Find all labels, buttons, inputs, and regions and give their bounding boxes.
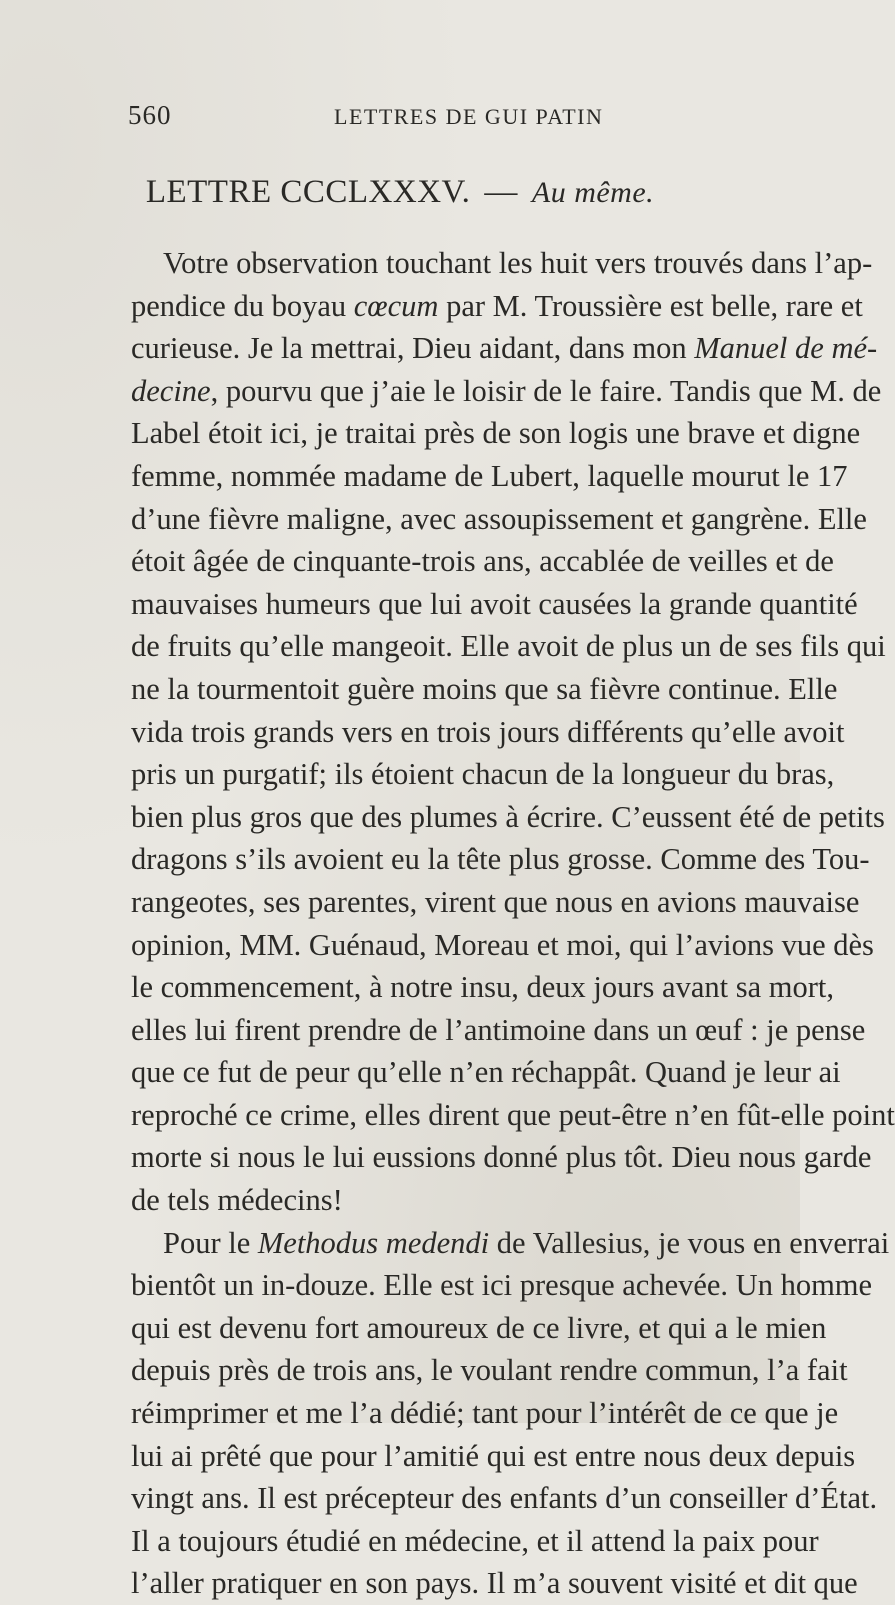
text-line [131, 1477, 878, 1520]
text-segment: pris un purgatif; ils étoient chacun de la longueur du bras, [131, 757, 835, 792]
text-segment: opinion, MM. Guénaud, Moreau et moi, qui l’avions vue dès [131, 927, 874, 962]
text-segment: réimprimer et me l’a dédié; tant pour l’intérêt de ce que je [131, 1396, 839, 1431]
text-line [131, 455, 848, 498]
text-segment: morte si nous le lui eussions donné plus tôt. Dieu nous garde [131, 1140, 872, 1175]
text-line [131, 242, 873, 285]
text-line [131, 285, 863, 328]
letter-body [131, 242, 895, 1605]
text-segment: de Vallesius, je vous en enverrai [489, 1225, 890, 1260]
paragraph [131, 1222, 890, 1605]
text-segment: rangeotes, ses parentes, virent que nous en avions mauvaise [131, 884, 860, 919]
text-segment: Pour le [163, 1225, 258, 1260]
text-segment: l’aller pratiquer en son pays. Il m’a souvent visité et dit que [131, 1566, 858, 1601]
text-segment: de fruits qu’elle mangeoit. Elle avoit de plus un de ses fils qui [131, 629, 886, 664]
italic-text: Manuel de mé- [694, 331, 878, 366]
text-line [131, 498, 867, 541]
text-line [131, 838, 870, 881]
text-segment: vida trois grands vers en trois jours différents qu’elle avoit [131, 714, 845, 749]
text-segment: d’une fièvre maligne, avec assoupissement et gangrène. Elle [131, 501, 867, 536]
text-segment: Il a toujours étudié en médecine, et il attend la paix pour [131, 1523, 819, 1558]
text-segment: qui est devenu fort amoureux de ce livre, et qui a le mien [131, 1310, 827, 1345]
text-segment: bien plus gros que des plumes à écrire. C’eussent été de petits [131, 799, 885, 834]
page-number: 560 [128, 100, 172, 130]
text-segment: depuis près de trois ans, le voulant rendre commun, l’a fait [131, 1353, 848, 1388]
text-line [131, 1222, 890, 1265]
text-segment: de tels médecins! [131, 1183, 343, 1218]
text-line [131, 1307, 827, 1350]
text-line [131, 412, 861, 455]
text-segment: pendice du boyau [131, 288, 354, 323]
text-segment: Votre observation touchant les huit vers trouvés dans l’ap- [163, 246, 873, 280]
text-line [131, 881, 860, 924]
paragraph [131, 242, 895, 1222]
text-segment: femme, nommée madame de Lubert, laquelle mourut le 17 [131, 458, 848, 493]
text-line [131, 1562, 858, 1605]
text-segment: étoit âgée de cinquante-trois ans, accablée de veilles et de [131, 544, 834, 579]
text-line [131, 1051, 841, 1094]
text-segment: mauvaises humeurs que lui avoit causées la grande quantité [131, 586, 858, 621]
text-segment: bientôt un in-douze. Elle est ici presque achevée. Un homme [131, 1268, 873, 1303]
text-line [131, 924, 874, 967]
text-line [131, 796, 885, 839]
text-line [131, 540, 834, 583]
letter-title: LETTRE CCCLXXXV. [145, 174, 471, 210]
text-line [131, 1520, 819, 1563]
italic-text: Methodus medendi [257, 1225, 490, 1260]
text-segment: ne la tourmentoit guère moins que sa fièvre continue. Elle [131, 671, 838, 706]
text-line [131, 1179, 771, 1222]
text-segment: dragons s’ils avoient eu la tête plus grosse. Comme des Tou- [131, 842, 870, 877]
text-segment: Label étoit ici, je traitai près de son logis une brave et digne [131, 416, 861, 451]
text-line [131, 1435, 856, 1478]
text-line [131, 1094, 895, 1137]
text-line [131, 1136, 872, 1179]
italic-text: decine [131, 373, 211, 408]
running-head [0, 100, 800, 140]
text-segment: curieuse. Je la mettrai, Dieu aidant, dans mon [131, 331, 695, 366]
text-line [131, 583, 858, 626]
text-line [131, 1349, 848, 1392]
text-segment: que ce fut de peur qu’elle n’en réchappât. Quand je leur ai [131, 1055, 841, 1090]
text-line [131, 668, 838, 711]
text-segment: par M. Troussière est belle, rare et [438, 288, 863, 323]
running-title: LETTRES DE GUI PATIN [334, 104, 604, 129]
text-line [131, 370, 882, 413]
heading-dash: — [484, 174, 518, 210]
text-line [131, 1009, 866, 1052]
text-line [131, 327, 878, 370]
letter-recipient: Au même. [531, 176, 655, 209]
letter-heading [0, 174, 800, 211]
text-segment: le commencement, à notre insu, deux jours avant sa mort, [131, 970, 834, 1005]
text-line [131, 1392, 839, 1435]
italic-text: cœcum [353, 288, 439, 323]
text-line [131, 711, 845, 754]
text-segment: elles lui firent prendre de l’antimoine dans un œuf : je pense [131, 1012, 866, 1047]
text-line [131, 625, 886, 668]
text-line [131, 753, 835, 796]
text-segment: , pourvu que j’aie le loisir de le faire. Tandis que M. de [210, 373, 882, 408]
text-segment: reproché ce crime, elles dirent que peut-être n’en fût-elle point [131, 1097, 895, 1132]
text-line [131, 1264, 873, 1307]
text-line [131, 966, 834, 1009]
text-segment: vingt ans. Il est précepteur des enfants d’un conseiller d’État. [131, 1481, 878, 1516]
text-segment: lui ai prêté que pour l’amitié qui est entre nous deux depuis [131, 1438, 856, 1473]
